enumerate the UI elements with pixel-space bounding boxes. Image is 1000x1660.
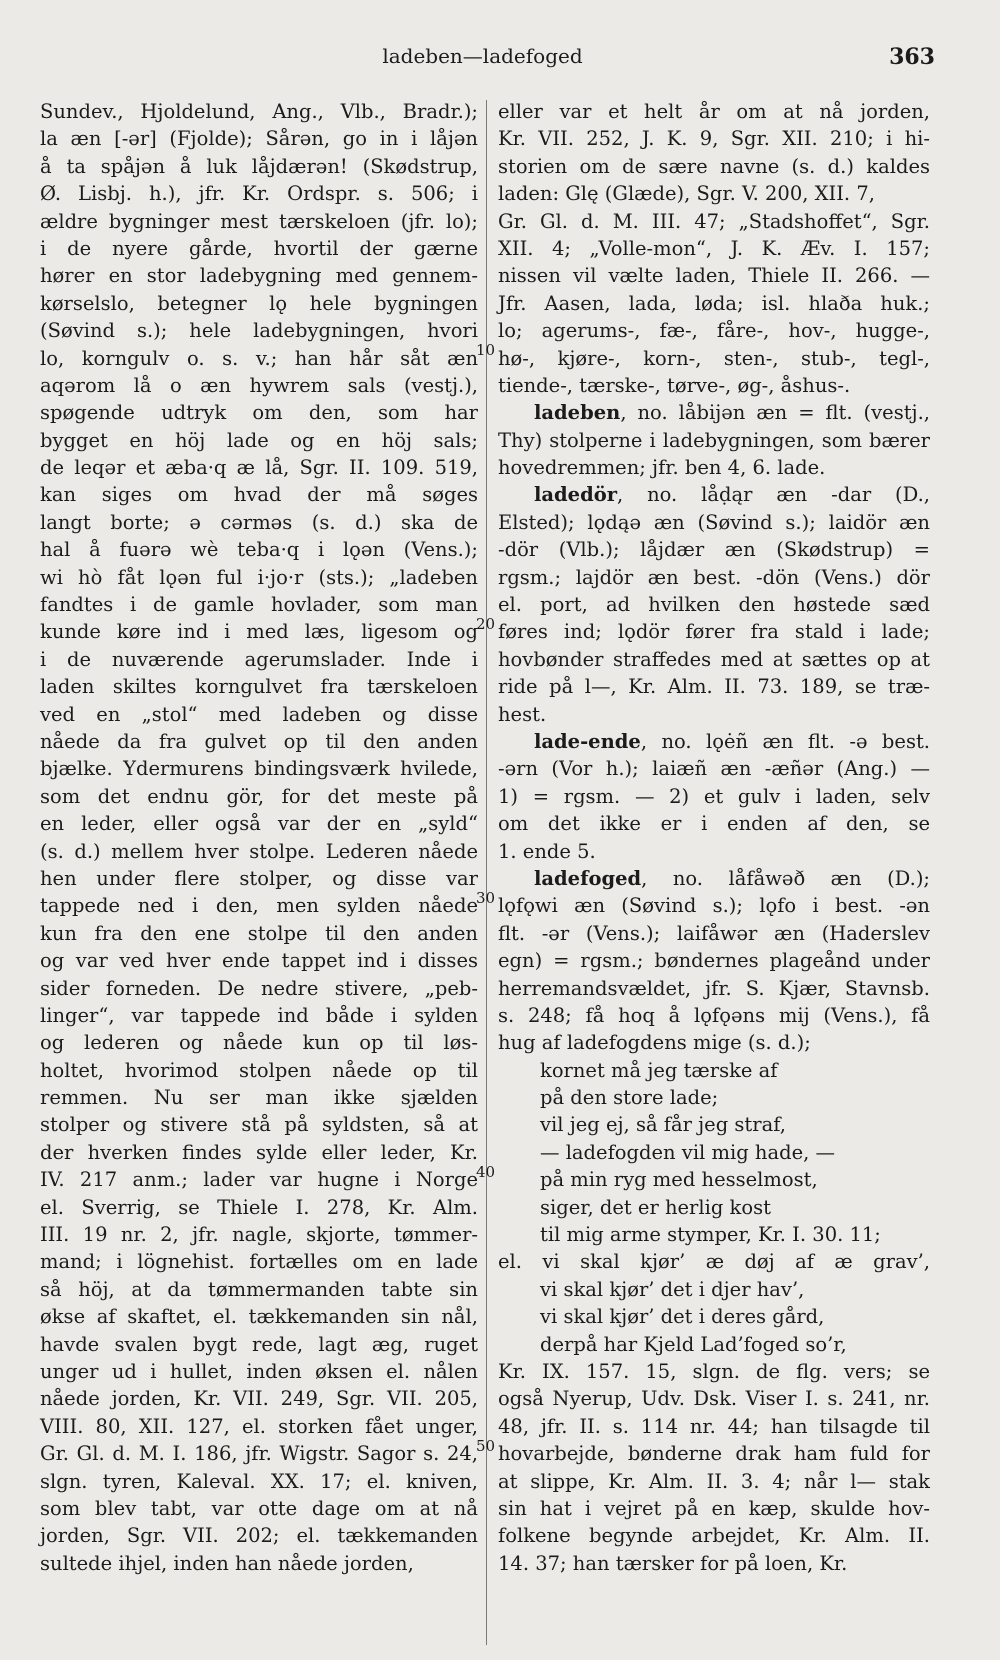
text-line: også Nyerup, Udv. Dsk. Viser I. s. 241, nr.: [498, 1387, 930, 1411]
text-line: III. 19 nr. 2, jfr. nagle, skjorte, tømmer-: [40, 1223, 478, 1247]
text-line: el. Sverrig, se Thiele I. 278, Kr. Alm.: [40, 1195, 478, 1219]
text-line: tiende-, tærske-, tørve-, øg-, åshus-.: [498, 373, 851, 397]
text-line: vi skal kjør’ det i deres gård,: [540, 1305, 825, 1329]
text-line: hø-, kjøre-, korn-, sten-, stub-, tegl-,: [498, 346, 930, 370]
headword: ladeben: [534, 401, 621, 425]
text-line: sin hat i vejret på en kæp, skulde hov-: [498, 1496, 930, 1520]
text-line: vil jeg ej, så får jeg straf,: [540, 1113, 786, 1137]
text-line: Gr. Gl. d. M. III. 47; „Stadshoffet“, Sgr.: [498, 209, 930, 233]
text-line: kun fra den ene stolpe til den anden: [40, 921, 478, 945]
text-line: ladeben, no. låbijən æn = flt. (vestj.,: [534, 401, 930, 425]
headword: ladefoged: [534, 866, 642, 890]
text-line: hal å fuərə wè teba·q i lǫən (Vens.);: [40, 538, 478, 562]
text-line: eller var et helt år om at nå jorden,: [498, 100, 930, 123]
text-line: herremandsvældet, jfr. S. Kjær, Stavnsb.: [498, 976, 930, 1000]
text-line: IV. 217 anm.; lader var hugne i Norge: [40, 1168, 478, 1192]
text-line: stolper og stivere stå på syldsten, så at: [40, 1113, 478, 1137]
line-number: 40: [476, 1163, 496, 1181]
text-line: Kr. VII. 252, J. K. 9, Sgr. XII. 210; i hi-: [498, 127, 930, 151]
text-line: siger, det er herlig kost: [540, 1195, 771, 1219]
text-line: tappede ned i den, men sylden nåede: [40, 894, 478, 918]
text-line: så höj, at da tømmermanden tabte sin: [40, 1277, 478, 1301]
text-line: Ø. Lisbj. h.), jfr. Kr. Ordspr. s. 506; i: [40, 182, 478, 206]
text-line: på den store lade;: [540, 1086, 719, 1110]
text-line: Kr. IX. 157. 15, slgn. de flg. vers; se: [498, 1359, 930, 1383]
text-line: som blev tabt, var otte dage om at nå: [40, 1496, 478, 1520]
text-line: bygget en höj lade og en höj sals;: [40, 428, 478, 452]
text-line: lo, korngulv o. s. v.; han hår såt æn: [40, 346, 478, 370]
text-line: la æn [-ər] (Fjolde); Sårən, go in i låjən: [40, 127, 478, 151]
text-line: de leqər et æba·q æ lå, Sgr. II. 109. 519,: [40, 456, 478, 480]
right-column: [498, 98, 930, 1577]
text-line: wi hò fåt lǫən ful i·jo·r (sts.); „ladeben: [40, 565, 478, 589]
text-line: føres ind; lǫdör fører fra stald i lade;: [498, 620, 930, 644]
text-line: Jfr. Aasen, lada, løda; isl. hlaða huk.;: [498, 291, 930, 315]
text-line: til mig arme stymper, Kr. I. 30. 11;: [540, 1223, 881, 1247]
text-line: langt borte; ə cərməs (s. d.) ska de: [40, 510, 478, 534]
running-head: ladeben—ladefoged: [382, 44, 583, 68]
headword: lade-ende: [534, 729, 641, 753]
text-line: i de nuværende agerumslader. Inde i: [40, 647, 478, 671]
text-line: VIII. 80, XII. 127, el. storken fået unger,: [40, 1414, 478, 1438]
text-line: flt. -ər (Vens.); laifåwər æn (Haderslev: [498, 921, 930, 945]
text-line: nissen vil vælte laden, Thiele II. 266. —: [498, 264, 930, 288]
text-line: 1. ende 5.: [498, 839, 596, 863]
text-line: lo; agerums-, fæ-, fåre-, hov-, hugge-,: [498, 319, 930, 343]
text-line: sider forneden. De nedre stivere, „peb-: [40, 976, 478, 1000]
text-line: hovarbejde, bønderne drak ham fuld for: [498, 1442, 930, 1466]
text-line: ved en „stol“ med ladeben og disse: [40, 702, 478, 726]
text-line: 48, jfr. II. s. 114 nr. 44; han tilsagde til: [498, 1414, 930, 1438]
text-line: aqərom lå o æn hywrem sals (vestj.),: [40, 373, 478, 397]
text-line: (s. d.) mellem hver stolpe. Lederen nåede: [40, 839, 478, 863]
text-line: ride på l—, Kr. Alm. II. 73. 189, se træ-: [498, 675, 930, 699]
text-line: der hverken findes sylde eller leder, Kr.: [40, 1140, 478, 1164]
text-line: 1) = rgsm. — 2) et gulv i laden, selv: [498, 784, 930, 808]
text-line: havde svalen bygt rede, lagt æg, ruget: [40, 1332, 478, 1356]
text-line: laden skiltes korngulvet fra tærskeloen: [40, 675, 478, 699]
line-number: 10: [476, 341, 496, 359]
left-column: [40, 98, 478, 1577]
text-line: el. port, ad hvilken den høstede sæd: [498, 593, 930, 617]
text-line: Gr. Gl. d. M. I. 186, jfr. Wigstr. Sagor s. 24,: [40, 1442, 478, 1466]
text-line: 14. 37; han tærsker for på loen, Kr.: [498, 1551, 848, 1575]
text-line: kørselslo, betegner lǫ hele bygningen: [40, 291, 478, 315]
text-line: kan siges om hvad der må søges: [40, 483, 478, 507]
text-line: vi skal kjør’ det i djer hav’,: [540, 1277, 805, 1301]
text-line: fandtes i de gamle hovlader, som man: [40, 593, 478, 617]
text-line: sultede ihjel, inden han nåede jorden,: [40, 1551, 414, 1575]
text-line: lǫfǫwi æn (Søvind s.); lǫfo i best. -ən: [498, 894, 930, 918]
text-line: å ta spåjən å luk låjdærən! (Skødstrup,: [40, 154, 478, 178]
text-line: hug af ladefogdens mige (s. d.);: [498, 1031, 811, 1055]
text-line: hen under flere stolper, og disse var: [40, 866, 478, 890]
text-line: lade-ende, no. lǫėñ æn flt. -ə best.: [534, 729, 930, 753]
text-line: Thy) stolperne i ladebygningen, som bærer: [498, 428, 930, 452]
text-line: hovbønder straffedes med at sættes op at: [498, 647, 930, 671]
page-header: [30, 40, 935, 74]
text-line: hest.: [498, 702, 547, 726]
text-line: som det endnu gör, for det meste på: [40, 784, 478, 808]
text-line: rgsm.; lajdör æn best. -dön (Vens.) dör: [498, 565, 930, 589]
text-line: mand; i lögnehist. fortælles om en lade: [40, 1250, 478, 1274]
text-line: XII. 4; „Volle-mon“, J. K. Æv. I. 157;: [498, 236, 930, 260]
text-line: og lederen og nåede kun op til løs-: [40, 1031, 478, 1055]
text-line: hører en stor ladebygning med gennem-: [40, 264, 478, 288]
text-line: unger ud i hullet, inden øksen el. nålen: [40, 1359, 478, 1383]
text-line: (Søvind s.); hele ladebygningen, hvori: [40, 319, 478, 343]
text-line: -dör (Vlb.); låjdær æn (Skødstrup) =: [498, 538, 930, 562]
text-line: — ladefogden vil mig hade, —: [540, 1140, 836, 1164]
text-line: Sundev., Hjoldelund, Ang., Vlb., Bradr.);: [40, 100, 478, 123]
text-line: bjælke. Ydermurens bindingsværk hvilede,: [40, 757, 478, 781]
line-number: 30: [476, 889, 496, 907]
text-line: nåede jorden, Kr. VII. 249, Sgr. VII. 205,: [40, 1387, 478, 1411]
text-line: remmen. Nu ser man ikke sjælden: [40, 1086, 478, 1110]
text-line: Elsted); lǫdąə æn (Søvind s.); laidör æn: [498, 510, 930, 534]
text-line: ladedör, no. låḍąr æn -dar (D.,: [534, 483, 930, 507]
text-line: spøgende udtryk om den, som har: [40, 401, 478, 425]
text-line: kunde køre ind i med læs, ligesom og: [40, 620, 478, 644]
text-line: og var ved hver ende tappet ind i disses: [40, 949, 478, 973]
text-line: -ərn (Vor h.); laiæñ æn -æñər (Ang.) —: [498, 757, 930, 781]
text-line: ladefoged, no. låfåwəð æn (D.);: [534, 866, 930, 890]
text-line: i de nyere gårde, hvortil der gærne: [40, 236, 478, 260]
text-line: folkene begynde arbejdet, Kr. Alm. II.: [498, 1524, 930, 1548]
text-line: laden: Glę (Glæde), Sgr. V. 200, XII. 7,: [498, 182, 875, 206]
text-line: slgn. tyren, Kaleval. XX. 17; el. kniven,: [40, 1469, 478, 1493]
text-line: en leder, eller også var der en „syld“: [40, 812, 478, 836]
text-line: hovedremmen; jfr. ben 4, 6. lade.: [498, 456, 826, 480]
text-line: på min ryg med hesselmost,: [540, 1168, 818, 1192]
text-line: at slippe, Kr. Alm. II. 3. 4; når l— stak: [498, 1469, 930, 1493]
text-line: s. 248; få hoq å lǫfǫəns mij (Vens.), få: [498, 1003, 930, 1027]
column-divider: [486, 100, 487, 1645]
text-line: nåede da fra gulvet op til den anden: [40, 729, 478, 753]
text-line: el. vi skal kjør’ æ døj af æ grav’,: [498, 1250, 930, 1274]
text-line: økse af skaftet, el. tækkemanden sin nål,: [40, 1305, 478, 1329]
line-number: 20: [476, 615, 496, 633]
page-number: 363: [889, 44, 935, 70]
text-line: om det ikke er i enden af den, se: [498, 812, 930, 836]
text-line: jorden, Sgr. VII. 202; el. tækkemanden: [40, 1524, 478, 1548]
text-line: storien om de sære navne (s. d.) kaldes: [498, 154, 930, 178]
headword: ladedör: [534, 483, 617, 507]
text-line: kornet må jeg tærske af: [540, 1058, 778, 1082]
text-line: ældre bygninger mest tærskeloen (jfr. lo);: [40, 209, 478, 233]
text-line: linger“, var tappede ind både i sylden: [40, 1003, 478, 1027]
text-line: egn) = rgsm.; bøndernes plageånd under: [498, 949, 930, 973]
text-line: derpå har Kjeld Lad’foged so’r,: [540, 1332, 847, 1356]
text-line: holtet, hvorimod stolpen nåede op til: [40, 1058, 478, 1082]
line-number: 50: [476, 1437, 496, 1455]
